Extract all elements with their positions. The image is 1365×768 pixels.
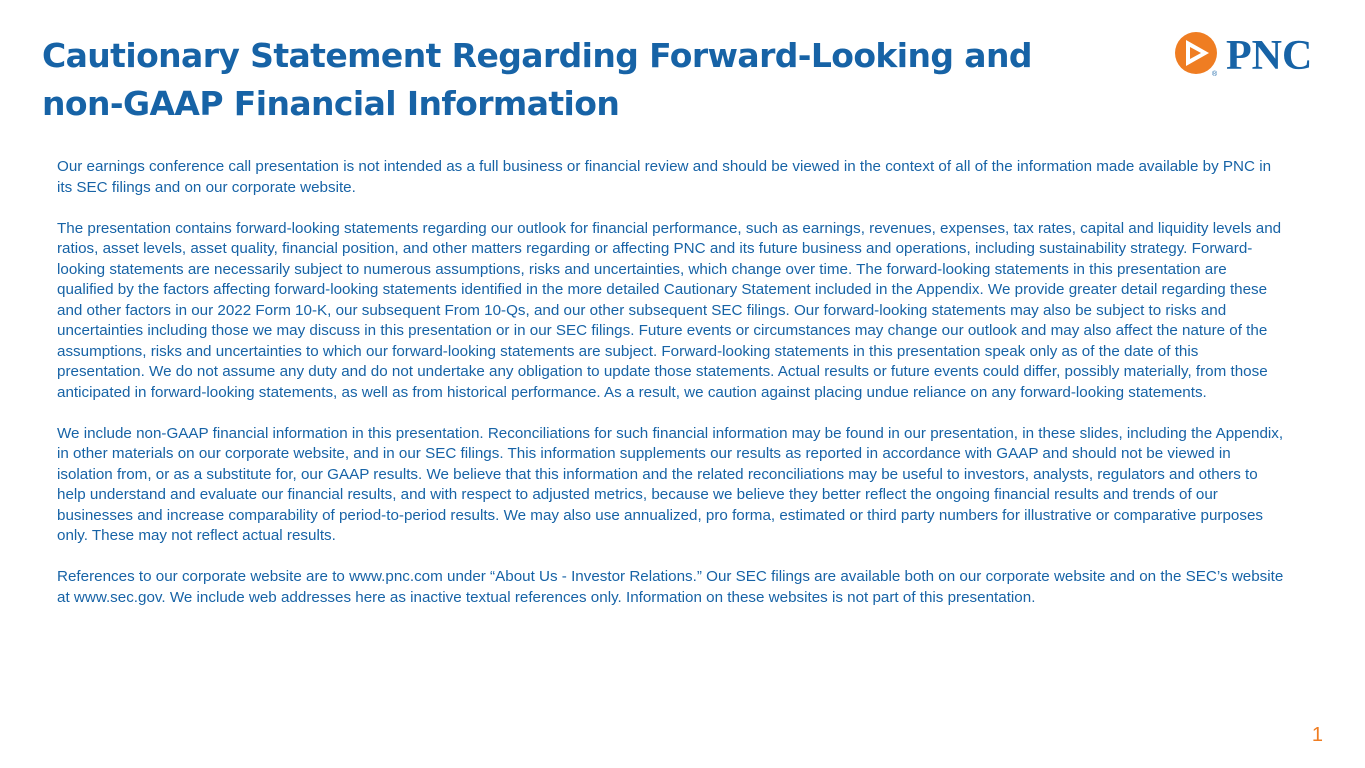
pnc-triangle-logo-icon [1175,32,1217,74]
page-number: 1 [1311,724,1323,746]
pnc-logo-graphic [1174,31,1330,79]
pnc-logo [1174,31,1330,79]
registered-mark: ® [1212,71,1218,78]
slide-title [42,32,1042,128]
slide-title-line-2: non-GAAP Financial Information [42,84,620,123]
pnc-logo-text: PNC [1226,33,1313,79]
paragraph-earnings-call: Our earnings conference call presentation is not intended as a full business or financial review and should be viewed in the context of all of the information made available by PNC in its SEC filings and on our corporate website. [57,158,1272,196]
paragraph-website-references: References to our corporate website are to www.pnc.com under “About Us - Investor Relations.” Our SEC filings are available both on our corporate website and on the SEC’s website at www.sec.gov. We include web addresses here as inactive textual references only. Information on these websites is not part of this presentation. [57,568,1284,606]
disclaimer-body [57,157,1287,629]
slide-title-line-1: Cautionary Statement Regarding Forward-Looking and [42,36,1032,75]
paragraph-non-gaap: We include non-GAAP financial information in this presentation. Reconciliations for such financial information may be found in our presentation, in these slides, including the Appendix, in other materials on our corporate website, and in our SEC filings. This information supplements our results as reported in accordance with GAAP and should not be viewed in isolation from, or as a substitute for, our GAAP results. We believe that this information and the related reconciliations may be useful to investors, analysts, regulators and others to help understand and evaluate our financial results, and with respect to adjusted metrics, because we believe they better reflect the ongoing financial results and trends of our businesses and increase comparability of period-to-period results. We may also use annualized, pro forma, estimated or third party numbers for illustrative or comparative purposes only. These may not reflect actual results. [57,424,1284,544]
paragraph-forward-looking: The presentation contains forward-looking statements regarding our outlook for financial performance, such as earnings, revenues, expenses, tax rates, capital and liquidity levels and ratios, asset levels, asset quality, financial position, and other matters regarding or affecting PNC and its future business and operations, including sustainability strategy. Forward-looking statements are necessarily subject to numerous assumptions, risks and uncertainties, which change over time. The forward-looking statements in this presentation are qualified by the factors affecting forward-looking statements identified in the more detailed Cautionary Statement included in the Appendix. We provide greater detail regarding these and other factors in our 2022 Form 10-K, our subsequent From 10-Qs, and our other subsequent SEC filings. Our forward-looking statements may also be subject to risks and uncertainties including those we may discuss in this presentation or in our SEC filings. Future events or circumstances may change our outlook and may also affect the nature of the assumptions, risks and uncertainties to which our forward-looking statements are subject. Forward-looking statements in this presentation speak only as of the date of this presentation. We do not assume any duty and do not undertake any obligation to update those statements. Actual results or future events could differ, possibly materially, from those anticipated in forward-looking statements, as well as from historical performance. As a result, we caution against placing undue reliance on any forward-looking statements. [57,219,1282,401]
